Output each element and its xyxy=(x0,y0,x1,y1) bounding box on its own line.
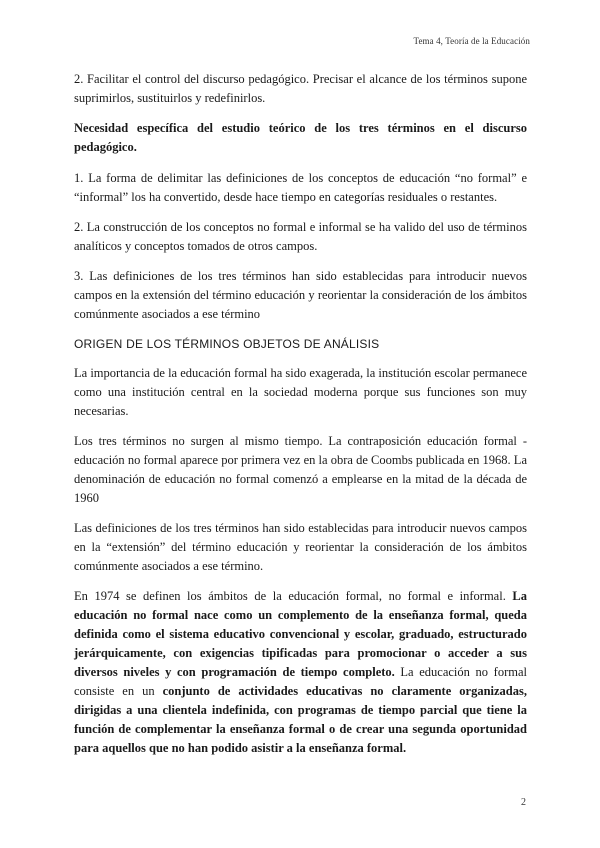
document-body xyxy=(74,70,527,769)
paragraph-7: Las definiciones de los tres términos han sido establecidas para introducir nuevos campos en la “extensión” del término educación y reorientar la consideración de los ámbitos comúnmente asociados a ese término. xyxy=(74,521,527,573)
paragraph-5: La importancia de la educación formal ha sido exagerada, la institución escolar permanece como una institución central en la sociedad moderna porque sus funciones son muy necesarias. xyxy=(74,366,527,418)
subheading: Necesidad específica del estudio teórico de los tres términos en el discurso pedagógico. xyxy=(74,121,527,154)
paragraph-6: Los tres términos no surgen al mismo tiempo. La contraposición educación formal -educación no formal aparece por primera vez en la obra de Coombs publicada en 1968. La denominación de educación no formal comenzó a emplearse en la mitad de la década de 1960 xyxy=(74,434,527,505)
paragraph-3: 2. La construcción de los conceptos no formal e informal se ha valido del uso de términos analíticos y conceptos tomados de otros campos. xyxy=(74,220,527,253)
paragraph-2: 1. La forma de delimitar las definiciones de los conceptos de educación “no formal” e “informal” los ha convertido, desde hace tiempo en categorías residuales o restantes. xyxy=(74,171,527,204)
p8-sentence-3: La educación no formal consiste en un xyxy=(74,665,527,698)
p8-bold-definition-formal: La educación no formal nace como un complemento de la enseñanza formal, queda definida como el sistema educativo convencional y escolar, graduado, estructurado jerárquicamente, con exigencias tipificadas para promocionar o acceder a sus diversos niveles y con programación de tiempo completo. xyxy=(74,589,527,679)
paragraph-4: 3. Las definiciones de los tres términos han sido establecidas para introducir nuevos campos en la extensión del término educación y reorientar la consideración de los ámbitos comúnmente asociados a ese término xyxy=(74,269,527,321)
running-header: Tema 4, Teoría de la Educación xyxy=(413,36,530,46)
page-number: 2 xyxy=(521,797,526,808)
p8-sentence-1: En 1974 se definen los ámbitos de la educación formal, no formal e informal. xyxy=(74,589,513,603)
p8-bold-definition-nonformal: conjunto de actividades educativas no claramente organizadas, dirigidas a una clientela indefinida, con programas de tiempo parcial que tiene la función de complementar la enseñanza formal o de crear una segunda oportunidad para aquellos que no han podido asistir a la enseñanza formal. xyxy=(74,684,527,755)
section-title: ORIGEN DE LOS TÉRMINOS OBJETOS DE ANÁLISIS xyxy=(74,337,380,351)
paragraph-8 xyxy=(74,587,527,758)
paragraph-1: 2. Facilitar el control del discurso pedagógico. Precisar el alcance de los términos supone suprimirlos, sustituirlos y redefinirlos. xyxy=(74,72,527,105)
